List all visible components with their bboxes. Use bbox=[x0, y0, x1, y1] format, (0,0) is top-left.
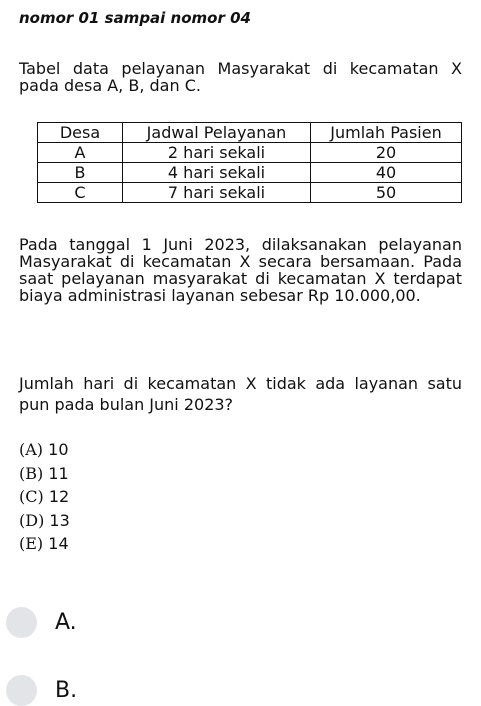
option-value: 13 bbox=[49, 510, 70, 530]
service-table bbox=[37, 122, 462, 203]
answer-label: A. bbox=[55, 610, 77, 635]
option-a bbox=[19, 438, 70, 462]
column-header-jumlah: Jumlah Pasien bbox=[311, 123, 462, 143]
table-row bbox=[38, 163, 462, 183]
column-header-jadwal: Jadwal Pelayanan bbox=[123, 123, 311, 143]
option-value: 10 bbox=[48, 440, 69, 459]
table-cell: 40 bbox=[311, 163, 462, 183]
table-cell: 20 bbox=[311, 143, 462, 163]
option-d bbox=[19, 509, 70, 533]
radio-button[interactable] bbox=[6, 607, 37, 638]
answer-choice-a[interactable] bbox=[6, 607, 77, 638]
table-header-row bbox=[38, 123, 462, 143]
option-c bbox=[19, 485, 70, 509]
table-cell: 7 hari sekali bbox=[123, 183, 311, 203]
intro-paragraph: Tabel data pelayanan Masyarakat di kecamatan X pada desa A, B, dan C. bbox=[19, 59, 462, 95]
option-value: 11 bbox=[48, 463, 69, 483]
info-paragraph: Pada tanggal 1 Juni 2023, dilaksanakan pelayanan Masyarakat di kecamatan X secara bersamaan. Pada saat pelayanan masyarakat di kecamatan X terdapat biaya administrasi layanan sebesar Rp 10.000,00. bbox=[19, 235, 462, 305]
table-row bbox=[38, 143, 462, 163]
option-e bbox=[19, 532, 70, 556]
option-letter: (D) bbox=[19, 510, 45, 530]
option-b bbox=[19, 462, 70, 486]
section-header: nomor 01 sampai nomor 04 bbox=[19, 9, 251, 27]
table-cell: 4 hari sekali bbox=[123, 163, 311, 183]
column-header-desa: Desa bbox=[38, 123, 123, 143]
table-row bbox=[38, 183, 462, 203]
option-value: 12 bbox=[48, 487, 70, 506]
option-letter: (A) bbox=[19, 440, 44, 459]
table-cell: 2 hari sekali bbox=[123, 143, 311, 163]
table-cell: A bbox=[38, 143, 123, 163]
option-letter: (C) bbox=[19, 487, 44, 506]
table-cell: 50 bbox=[311, 183, 462, 203]
option-value: 14 bbox=[48, 534, 69, 553]
table-cell: C bbox=[38, 183, 123, 203]
question-text: Jumlah hari di kecamatan X tidak ada layanan satu pun pada bulan Juni 2023? bbox=[19, 374, 462, 414]
option-list bbox=[19, 438, 70, 556]
table-cell: B bbox=[38, 163, 123, 183]
option-letter: (B) bbox=[19, 463, 44, 483]
option-letter: (E) bbox=[19, 534, 44, 553]
answer-label: B. bbox=[55, 678, 78, 703]
